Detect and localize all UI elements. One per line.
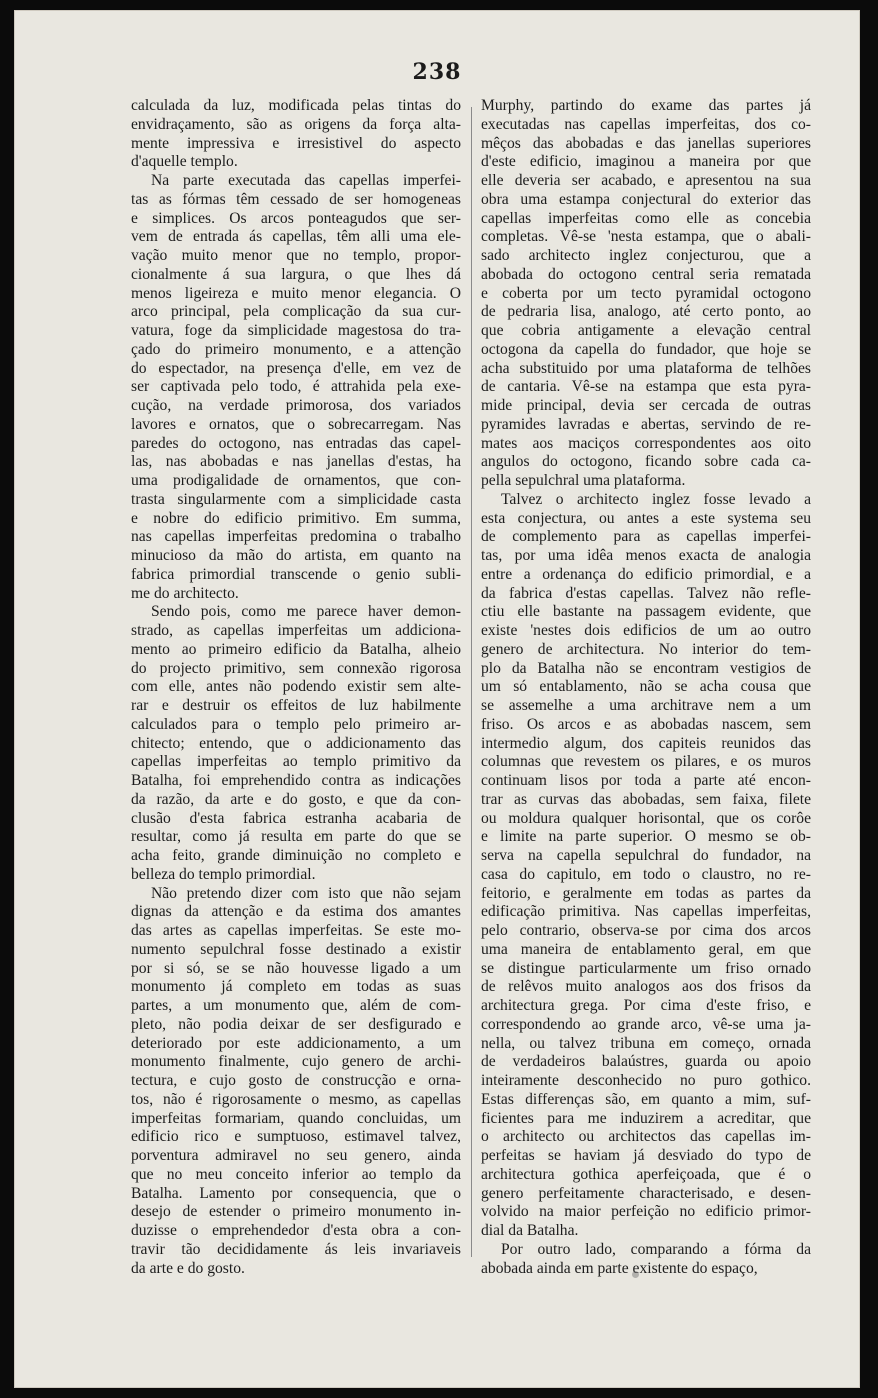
text-line: duzisse o emprehendedor d'esta obra a con-: [131, 1222, 461, 1239]
text-line: mente impressiva e irresistivel do aspecto: [131, 134, 461, 152]
text-line: capellas imperfeitas ao templo primitivo da: [131, 753, 461, 771]
text-line: do projecto primitivo, sem connexão rigorosa: [131, 659, 461, 677]
text-line: edificação primitiva. Nas capellas imperfeitas,: [481, 903, 811, 921]
text-line: chitecto; entendo, que o addicionamento das: [131, 734, 461, 752]
text-line: imperfeitas formariam, quando concluidas, um: [131, 1109, 461, 1127]
text-line: intermedio algum, dos capiteis reunidos das: [481, 734, 811, 752]
text-line: me do architecto.: [131, 584, 239, 602]
text-line: pleto, não podia deixar de ser desfigurado e: [131, 1015, 461, 1033]
text-line: elle deveria ser acabado, e apresentou na sua: [481, 172, 811, 189]
text-line: abobada ainda em parte existente do espaço,: [481, 1259, 758, 1277]
text-line: e nobre do edificio primitivo. Em summa,: [131, 509, 461, 527]
text-line: monumento já completo em todas as suas: [131, 978, 461, 996]
text-line: feitorio, e geralmente em todas as partes da: [481, 884, 811, 902]
text-line: da razão, da arte e do gosto, e que da con-: [131, 790, 461, 808]
text-line: das artes as capellas imperfeitas. Se este mo-: [131, 922, 461, 939]
text-line: trar as curvas das abobadas, sem faixa, filete: [481, 790, 811, 808]
text-line: çado do primeiro monumento, e a attenção: [131, 340, 461, 358]
text-line: arco principal, pela complicação da sua cur-: [131, 303, 461, 321]
text-line: inteiramente desconhecido no puro gothico.: [481, 1072, 811, 1089]
text-line: Batalha, foi emprehendido contra as indicações: [131, 772, 461, 789]
text-line: architectura grega. Por cima d'este friso, e: [481, 997, 811, 1014]
text-line: Batalha. Lamento por consequencia, que o: [131, 1184, 461, 1202]
text-line: da fabrica d'estas capellas. Talvez não refle-: [481, 584, 811, 602]
text-line: belleza do templo primordial.: [131, 865, 316, 883]
text-line: uma prodigalidade de ornamentos, que con-: [131, 472, 461, 489]
text-line: volvido na maior perfeição no edificio primor-: [481, 1203, 811, 1221]
text-line: Sendo pois, como me parece haver demon-: [151, 603, 461, 621]
text-line: executadas nas capellas imperfeitas, dos co-: [481, 115, 811, 133]
text-line: com elle, antes não podendo existir sem alte-: [131, 678, 461, 696]
text-line: desejo de estender o primeiro monumento in-: [131, 1203, 461, 1221]
text-line: resultar, como já resulta em parte do que se: [131, 828, 461, 846]
text-line: ficientes para me induzirem a acreditar, que: [481, 1109, 811, 1127]
text-line: que cobria antigamente a elevação central: [481, 322, 811, 339]
text-line: do espectador, na presença d'elle, em vez de: [131, 359, 461, 377]
text-line: entre a ordenança do edificio primordial, e a: [481, 565, 811, 583]
text-line: monumento finalmente, cujo genero de archi-: [131, 1053, 461, 1071]
text-line: uma maneira de entablamento geral, em que: [481, 940, 811, 958]
text-line: menos ligeireza e muito menor elegancia. O: [131, 284, 461, 302]
text-line: tos, não é rigorosamente o mesmo, as capellas: [131, 1090, 461, 1108]
text-line: angulos do octogono, ficando sobre cada ca-: [481, 453, 811, 471]
text-line: de relêvos muito analogos aos dos frisos da: [481, 978, 811, 996]
text-line: paredes do octogono, nas entradas das capel-: [131, 434, 461, 452]
text-line: numento sepulchral fosse destinado a existir: [131, 940, 461, 958]
text-line: de complemento para as capellas imperfei-: [481, 528, 811, 546]
column-divider: [471, 107, 472, 1257]
text-line: columnas que revestem os pilares, e os muros: [481, 753, 811, 771]
text-line: acha feito, grande diminuição no completo e: [131, 847, 461, 864]
right-column: [481, 97, 811, 1278]
text-line: Estas differenças são, em quanto a mim, suf-: [481, 1090, 811, 1108]
text-line: cução, na verdade primorosa, dos variados: [131, 397, 461, 414]
text-line: octogona da capella do fundador, que hoje se: [481, 340, 811, 358]
page-number: 238: [412, 59, 462, 85]
text-line: vem de entrada ás capellas, têm alli uma ele-: [131, 228, 461, 246]
text-line: vatura, foge da simplicidade magestosa do tra-: [131, 322, 461, 339]
text-line: genero perfeitamente characterisado, e desen-: [481, 1184, 811, 1202]
text-line: completas. Vê-se 'nesta estampa, que o abali-: [481, 228, 811, 246]
text-line: porventura admiravel no seu genero, ainda: [131, 1147, 461, 1164]
text-line: mêços das abobadas e das janellas superiores: [481, 134, 811, 152]
text-line: nella, ou talvez tribuna em começo, ornada: [481, 1034, 811, 1052]
text-line: Na parte executada das capellas imperfei-: [151, 172, 461, 189]
text-line: envidraçamento, são as origens da força alta-: [131, 115, 461, 133]
text-line: pella sepulchral uma plataforma.: [481, 472, 686, 489]
text-line: de pedraria lisa, analogo, até certo ponto, ao: [481, 303, 811, 321]
text-line: da arte e do gosto.: [131, 1259, 245, 1277]
text-line: de cantaria. Vê-se na estampa que esta pyra-: [481, 378, 811, 396]
text-line: minucioso da mão do artista, em quanto na: [131, 547, 461, 564]
text-line: friso. Os arcos e as abobadas nascem, sem: [481, 715, 811, 733]
text-line: cionalmente á sua largura, o que lhes dá: [131, 265, 461, 283]
text-line: existe 'nestes dois edificios de um ao outro: [481, 622, 811, 639]
text-line: edificio rico e sumptuoso, estimavel talvez,: [131, 1128, 461, 1146]
text-line: Talvez o architecto inglez fosse levado a: [501, 490, 811, 508]
text-line: d'aquelle templo.: [131, 153, 238, 171]
text-line: se distingue particularmente um friso ornado: [481, 959, 811, 977]
text-line: esta conjectura, ou antes a este systema seu: [481, 509, 811, 527]
text-line: ctiu elle bastante na passagem evidente, que: [481, 603, 811, 621]
text-line: genero de architectura. No interior do tem-: [481, 640, 811, 658]
text-line: deteriorado por este addicionamento, a um: [131, 1034, 461, 1052]
text-line: tas, por uma idêa menos exacta de analogia: [481, 547, 811, 564]
text-line: rar e destruir os effeitos de luz habilmente: [131, 697, 461, 714]
text-line: trasta singularmente com a simplicidade casta: [131, 490, 461, 508]
text-line: calculada da luz, modificada pelas tintas do: [131, 97, 461, 114]
text-line: ou moldura qualquer horisontal, que os corôe: [481, 809, 811, 827]
text-line: mento ao primeiro edificio da Batalha, alheio: [131, 640, 461, 658]
text-line: calculados para o templo pelo primeiro ar-: [131, 715, 461, 733]
text-line: serva na capella sepulchral do fundador, na: [481, 847, 811, 864]
text-line: partes, a um monumento que, além de com-: [131, 997, 461, 1014]
text-line: ser captivada pelo todo, é attrahida pela exe-: [131, 378, 461, 396]
text-line: fabrica primordial transcende o genio subli-: [131, 565, 461, 583]
text-line: vação muito menor que no templo, propor-: [131, 247, 461, 264]
text-line: Murphy, partindo do exame das partes já: [481, 97, 811, 114]
text-line: plo da Batalha não se encontram vestigios de: [481, 659, 811, 677]
ink-spot: [632, 1271, 639, 1278]
text-line: o architecto ou architectos das capellas im-: [481, 1128, 811, 1146]
text-line: de verdadeiros balaústres, guarda ou apoio: [481, 1053, 811, 1071]
text-line: capellas imperfeitas como elle as concebia: [481, 209, 811, 227]
text-line: architectura gothica aperfeiçoada, que é o: [481, 1165, 811, 1183]
text-line: travir tão decididamente ás leis invariaveis: [131, 1240, 461, 1258]
text-line: sado architecto inglez conjecturou, que a: [481, 247, 811, 264]
text-line: obra uma estampa conjectural do exterior das: [481, 190, 811, 208]
text-line: pyramides lavradas e abertas, servindo de re-: [481, 415, 811, 433]
text-line: continuam lisos por toda a parte até encon-: [481, 772, 811, 789]
text-line: dial da Batalha.: [481, 1222, 579, 1239]
text-line: um só entablamento, não se acha cousa que: [481, 678, 811, 696]
text-line: que no meu conceito inferior ao templo da: [131, 1165, 461, 1183]
text-line: mates aos maciços correspondentes aos oito: [481, 434, 811, 452]
text-line: pelo contrario, observa-se por cima dos arcos: [481, 922, 811, 939]
text-line: se assemelhe a uma architrave nem a um: [481, 697, 811, 714]
text-line: d'este edificio, imaginou a maneira por que: [481, 153, 811, 171]
text-line: abobada do octogono central seria rematada: [481, 265, 811, 283]
text-line: las, nas abobadas e nas janellas d'estas, ha: [131, 453, 461, 471]
left-column: [131, 97, 461, 1278]
text-line: tectura, e cujo gosto de construcção e orna-: [131, 1072, 461, 1089]
text-line: Por outro lado, comparando a fórma da: [501, 1240, 811, 1258]
text-line: Não pretendo dizer com isto que não sejam: [151, 884, 461, 902]
text-line: e limite na parte superior. O mesmo se ob-: [481, 828, 811, 846]
text-line: e coberta por um tecto pyramidal octogono: [481, 284, 811, 302]
text-line: tas as fórmas têm cessado de ser homogeneas: [131, 190, 461, 208]
text-line: acha substituido por uma plataforma de telhões: [481, 359, 811, 377]
text-line: por si só, se se não houvesse ligado a um: [131, 959, 461, 977]
book-page: [14, 10, 860, 1388]
text-line: correspondendo ao grande arco, vê-se uma ja-: [481, 1015, 811, 1033]
text-line: dignas da attenção e da estima dos amantes: [131, 903, 461, 921]
text-line: clusão d'esta fabrica estranha acabaria de: [131, 809, 461, 827]
text-line: perfeitas se haviam já desviado do typo de: [481, 1147, 811, 1164]
text-line: nas capellas imperfeitas predomina o trabalho: [131, 528, 461, 546]
text-line: e simplices. Os arcos ponteagudos que ser-: [131, 209, 461, 227]
text-line: strado, as capellas imperfeitas um addiciona-: [131, 622, 461, 639]
text-line: lavores e ornatos, que o sobrecarregam. Nas: [131, 415, 461, 433]
text-line: casa do capitulo, em todo o claustro, no re-: [481, 865, 811, 883]
text-line: mide principal, devia ser cercada de outras: [481, 397, 811, 414]
